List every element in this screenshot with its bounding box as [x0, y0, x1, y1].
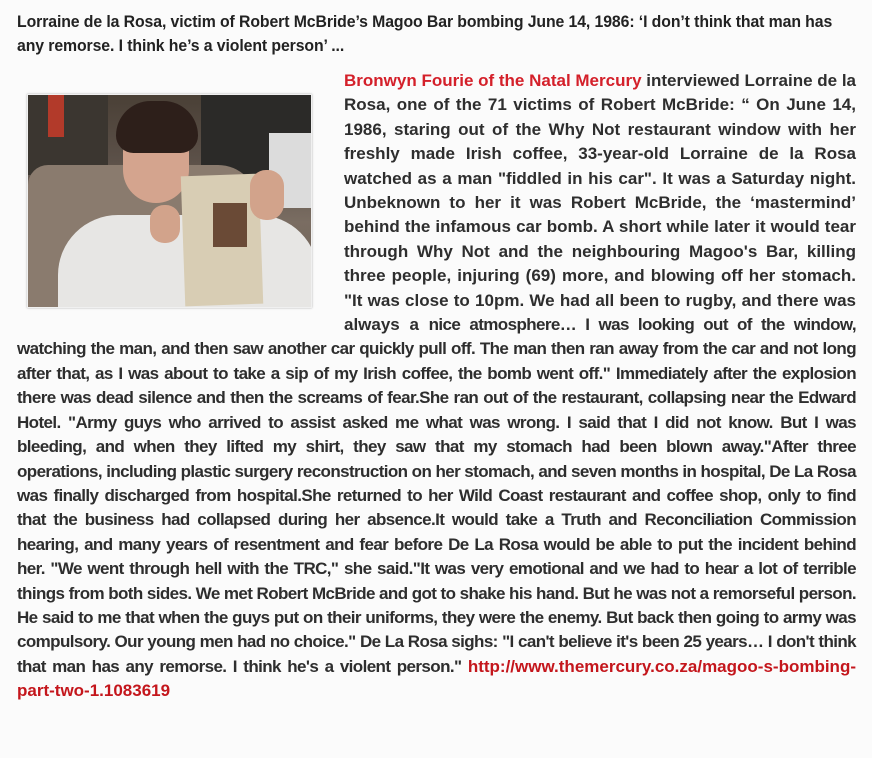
source-credit: Bronwyn Fourie of the Natal Mercury — [344, 71, 642, 90]
article-headline: Lorraine de la Rosa, victim of Robert McBride’s Magoo Bar bombing June 14, 1986: ‘I don’t think that man has any remorse. I think he’s a violent person’ ... — [17, 12, 833, 55]
article-continued-paragraph: nice atmosphere… I was looking out of the window, watching the man, and then saw another car quickly pull off. The man then ran away from the car and not long after that, as I was about to take a sip of my Irish coffee, the bomb went off." Immediately after the explosion there was dead silence and then the screams of fear.She ran out of the restaurant, collapsing near the Edward Hotel. "Army guys who arrived to assist asked me what was wrong. I said that I did not know. But I was bleeding, and when they lifted my shirt, they saw that my stomach had been blown away."After three operations, including plastic surgery reconstruction on her stomach, and seven months in hospital, De La Rosa was finally discharged from hospital.She returned to her Wild Coast restaurant and coffee shop, only to find that the business had collapsed during her absence.It would take a Truth and Reconciliation Commission hearing, and many years of resentment and fear before De La Rosa would be able to put the incident behind her. "We went through hell with the TRC," she said."It was very emotional and we had to hear a lot of terrible things from both sides. We met Robert McBride and got to shake his hand. But he was not a remorseful person. He said to me that when the guys put on their uniforms, they were the enemy. But back then going to army was compulsory. Our young men had no choice." De La Rosa sighs: "I can't believe it's been 25 years… I don't think that man has any remorse. I think he's a violent person." — [17, 315, 856, 676]
article-body — [17, 69, 856, 704]
source-link[interactable]: http://www.themercury.co.za/magoo-s-bombing-part-two-1.1083619 — [17, 656, 856, 701]
article-lead-paragraph: interviewed Lorraine de la Rosa, one of the 71 victims of Robert McBride: “ On June 14, 1986, staring out of the Why Not restaurant window with her freshly made Irish coffee, 33-year-old Lorraine de la Rosa watched as a man "fiddled in his car". It was a Saturday night. Unbeknown to her it was Robert McBride, the ‘mastermind’ behind the infamous car bomb. A short while later it would tear through Why Not and the neighbouring Magoo's Bar, killing three people, injuring (69) more, and blowing off her stomach. "It was close to 10pm. We had all been to rugby, and there was always a — [344, 71, 857, 335]
